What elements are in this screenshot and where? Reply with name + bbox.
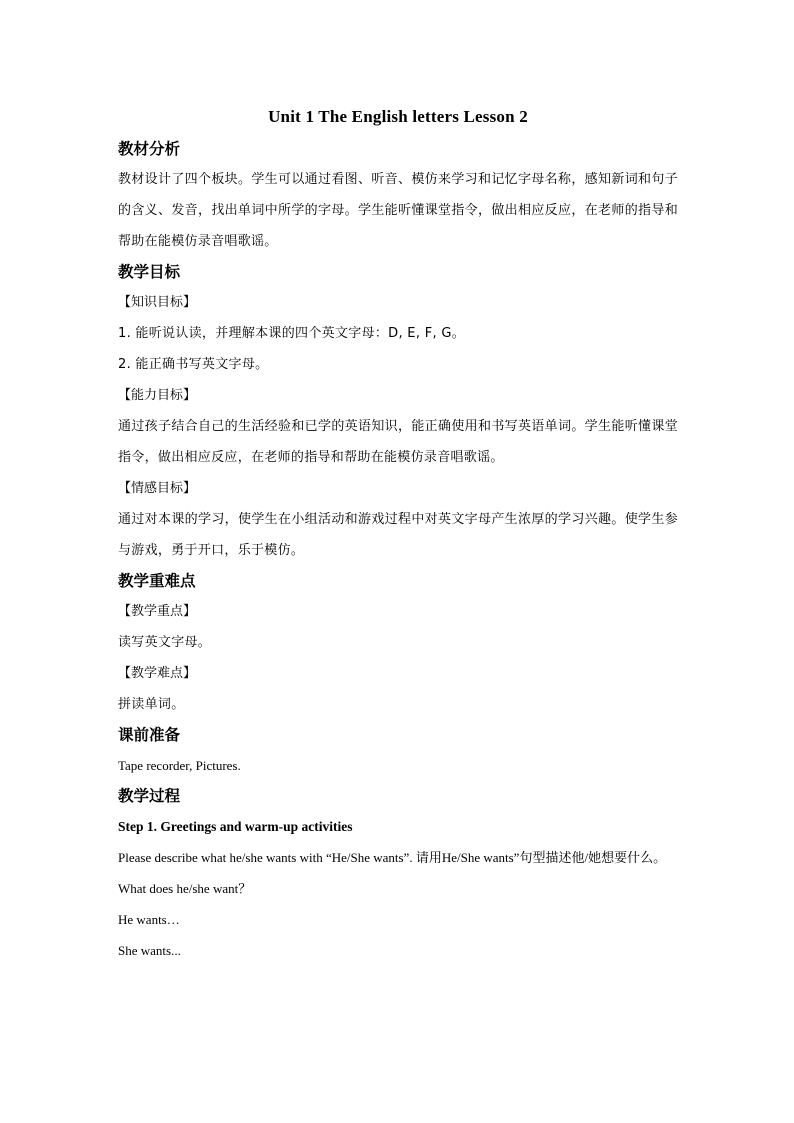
document-body [118, 104, 678, 966]
step-1-title: Step 1. Greetings and warm-up activities [118, 819, 353, 834]
difficulty-label: 【教学难点】 [118, 666, 197, 681]
knowledge-goal-label: 【知识目标】 [118, 295, 197, 310]
difficulty-text: 拼读单词。 [118, 697, 185, 712]
materials-text: 教材设计了四个板块。学生可以通过看图、听音、模仿来学习和记忆字母名称，感知新词和句子的含义、发音，找出单词中所学的字母。学生能听懂课堂指令，做出相应反应，在老师的指导和帮助在能模仿录音唱歌谣。 [118, 172, 678, 249]
heading-process: 教学过程 [118, 787, 181, 805]
heading-goals: 教学目标 [118, 263, 181, 281]
step-1-line-3: He wants… [118, 912, 180, 927]
document-title: Unit 1 The English letters Lesson 2 [268, 107, 528, 126]
step-1-line-4: She wants... [118, 943, 181, 958]
prep-text: Tape recorder, Pictures. [118, 758, 241, 773]
heading-prep: 课前准备 [118, 726, 181, 744]
focus-label: 【教学重点】 [118, 604, 197, 619]
emotion-goal-label: 【情感目标】 [118, 481, 197, 496]
knowledge-goal-item-2: 2. 能正确书写英文字母。 [118, 357, 269, 372]
ability-goal-text: 通过孩子结合自己的生活经验和已学的英语知识，能正确使用和书写英语单词。学生能听懂课堂指令，做出相应反应，在老师的指导和帮助在能模仿录音唱歌谣。 [118, 419, 678, 465]
emotion-goal-text: 通过对本课的学习，使学生在小组活动和游戏过程中对英文字母产生浓厚的学习兴趣。使学生参与游戏，勇于开口，乐于模仿。 [118, 512, 678, 558]
step-1-line-2: What does he/she want？ [118, 881, 252, 896]
heading-materials: 教材分析 [118, 140, 181, 158]
heading-keypoints: 教学重难点 [118, 572, 196, 590]
focus-text: 读写英文字母。 [118, 635, 212, 650]
step-1-line-1: Please describe what he/she wants with “He/She wants”. 请用He/She wants”句型描述他/她想要什么。 [118, 850, 667, 865]
knowledge-goal-item-1: 1. 能听说认读，并理解本课的四个英文字母：D, E, F, G。 [118, 326, 466, 341]
ability-goal-label: 【能力目标】 [118, 388, 197, 403]
